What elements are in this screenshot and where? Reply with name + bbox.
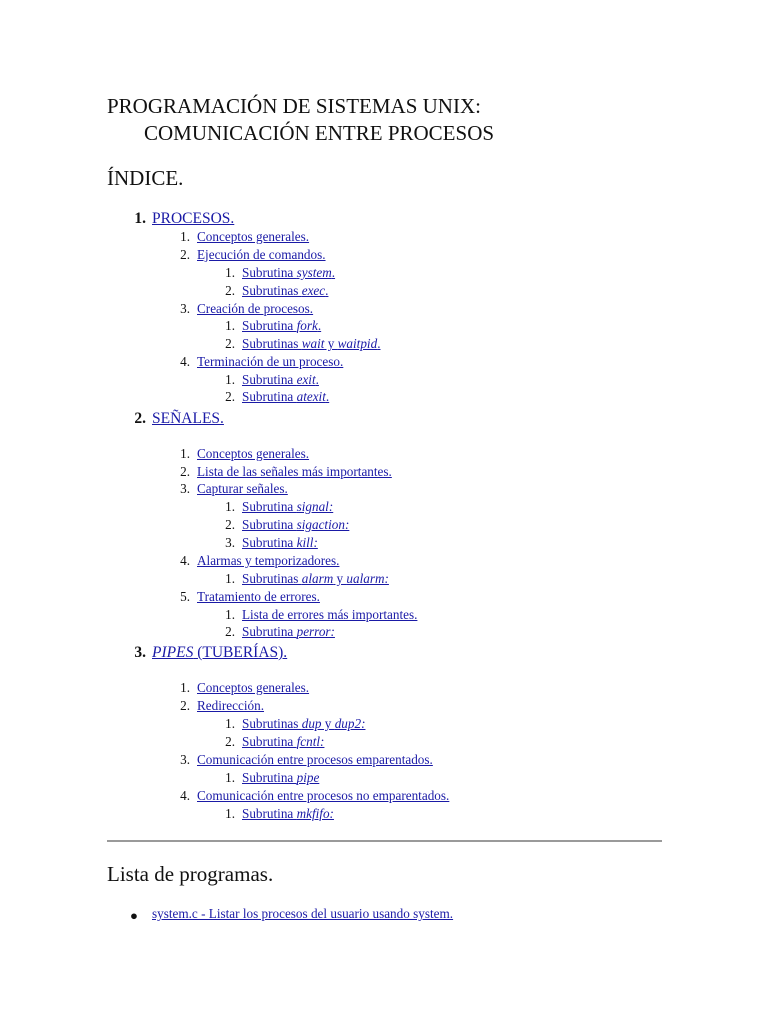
toc-item-link[interactable] (197, 301, 313, 316)
toc-item-link[interactable] (242, 283, 328, 298)
toc-item-number: 3. (180, 752, 190, 767)
toc-item-link-text: fcntl: (296, 734, 325, 749)
toc-item-link[interactable] (242, 265, 335, 280)
document-title-line-1: PROGRAMACIÓN DE SISTEMAS UNIX: (107, 94, 481, 118)
toc-item-link-text: kill: (296, 535, 318, 550)
toc-item (180, 589, 320, 605)
toc-item (180, 229, 310, 245)
toc-item-link-text: Subrutina (242, 389, 297, 404)
toc-item-link-text: SEÑALES. (152, 410, 224, 427)
toc-item-number: 4. (180, 788, 190, 803)
toc-item (225, 770, 320, 786)
toc-item-link-text: Ejecución de comandos. (197, 247, 326, 262)
program-link-system-c[interactable]: system.c - Listar los procesos del usuario usando system. (152, 906, 454, 921)
toc-item (180, 247, 326, 263)
toc-item-number: 3. (180, 301, 190, 316)
toc-item-link[interactable] (152, 210, 234, 227)
toc-item-link[interactable] (197, 698, 264, 713)
toc-item-number: 1. (225, 770, 235, 785)
toc-item-number: 1. (225, 499, 235, 514)
toc-item-link-text: exit (296, 372, 316, 387)
document-title-line-2: COMUNICACIÓN ENTRE PROCESOS (144, 121, 495, 145)
toc-item-number: 1. (180, 680, 190, 695)
toc-item-link[interactable] (242, 734, 324, 749)
toc-item-link[interactable] (197, 247, 326, 262)
toc-item (180, 354, 344, 370)
toc-item-link[interactable] (242, 624, 335, 639)
toc-item-number: 3. (225, 535, 235, 550)
toc-item (134, 210, 235, 228)
toc-item-number: 2. (225, 389, 235, 404)
toc-item-link[interactable] (197, 464, 392, 479)
toc-item-link-text: Capturar señales. (197, 481, 288, 496)
toc-item (134, 410, 224, 428)
toc-item-link-text: signal: (296, 499, 334, 514)
toc-item (225, 283, 329, 299)
toc-item-link-text: Subrutinas (242, 283, 302, 298)
toc-item (134, 644, 288, 662)
toc-item-link[interactable] (242, 499, 333, 514)
toc-item-link[interactable] (197, 788, 449, 803)
toc-item-link-text: Subrutina (242, 318, 297, 333)
toc-item-link[interactable] (152, 644, 287, 661)
toc-item (225, 607, 418, 623)
toc-item (225, 372, 319, 388)
toc-item (180, 553, 340, 569)
toc-item-number: 1. (225, 607, 235, 622)
toc-item-link[interactable] (197, 481, 288, 496)
toc-item-link-text: exec (301, 283, 326, 298)
toc-item-link[interactable] (242, 806, 334, 821)
toc-item-link-text: y (324, 336, 338, 351)
toc-item (225, 716, 366, 732)
toc-item (180, 446, 310, 462)
toc-item-link-text: . (325, 389, 330, 404)
toc-item-link-text: Subrutina (242, 734, 297, 749)
toc-item (225, 499, 334, 515)
toc-item-link-text: perror: (296, 624, 335, 639)
toc-item-number: 4. (180, 553, 190, 568)
toc-item-number: 2. (225, 283, 235, 298)
toc-item-link[interactable] (242, 571, 389, 586)
toc-item-link-text: alarm (301, 571, 334, 586)
toc-item-link[interactable] (197, 680, 309, 695)
toc-item-link[interactable] (242, 607, 417, 622)
toc-item-number: 1. (180, 446, 190, 461)
toc-item-link-text: Subrutina (242, 372, 297, 387)
toc-item (180, 680, 310, 696)
toc-item (225, 389, 330, 405)
toc-item-link-text: PIPES (152, 644, 194, 661)
toc-item-link-text: Terminación de un proceso. (197, 354, 344, 369)
toc-item-number: 2. (225, 517, 235, 532)
toc-item-link-text: Alarmas y temporizadores. (197, 553, 340, 568)
toc-item-link-text: Subrutina (242, 806, 297, 821)
toc-item-link-text: . (377, 336, 381, 351)
toc-item (225, 734, 325, 750)
toc-item-link-text: Lista de las señales más importantes. (197, 464, 392, 479)
toc-item-link[interactable] (242, 336, 381, 351)
toc-item-number: 3. (180, 481, 190, 496)
toc-item-link-text: Subrutinas (242, 336, 302, 351)
toc-item-link-text: Subrutina (242, 535, 297, 550)
toc-item-link-text: mkfifo: (296, 806, 334, 821)
toc-item-link[interactable] (242, 770, 319, 785)
toc-item-link-text: Lista de errores más importantes. (242, 607, 418, 622)
toc-item-number: 2. (180, 464, 190, 479)
toc-item (180, 481, 288, 497)
toc-item-link-text: Conceptos generales. (197, 680, 310, 695)
toc-item-number: 2. (180, 698, 190, 713)
toc-item-link[interactable] (197, 354, 343, 369)
toc-item (225, 806, 334, 822)
toc-item-link-text: y (321, 716, 335, 731)
toc-item-link[interactable] (242, 716, 365, 731)
toc-item-link-text: Comunicación entre procesos emparentados. (197, 752, 433, 767)
toc-item-link[interactable] (197, 553, 339, 568)
toc-item-number: 2. (134, 410, 146, 427)
toc-item-link-text: Subrutinas (242, 716, 302, 731)
programs-heading: Lista de programas. (107, 862, 274, 886)
toc-item-link-text: ualarm: (346, 571, 389, 586)
toc-item-number: 1. (225, 716, 235, 731)
toc-item-link[interactable] (197, 446, 309, 461)
toc-item (225, 517, 350, 533)
toc-item (180, 301, 314, 317)
toc-item-link[interactable] (242, 517, 349, 532)
toc-item-link-text: PROCESOS. (152, 210, 235, 227)
toc-item-link-text: system (296, 265, 332, 280)
toc-item-link-text: Conceptos generales. (197, 446, 310, 461)
toc-item-link[interactable] (242, 318, 321, 333)
toc-item-link-text: . (331, 265, 336, 280)
toc-item-link[interactable] (242, 535, 318, 550)
toc-item-link-text: Comunicación entre procesos no emparentados. (197, 788, 450, 803)
toc-item-link-text: dup2: (334, 716, 366, 731)
toc-item-link-text: y (333, 571, 347, 586)
toc-item-number: 2. (225, 734, 235, 749)
toc-item-number: 1. (134, 210, 146, 227)
toc-item (225, 535, 318, 551)
toc-item-link[interactable] (197, 589, 320, 604)
toc-item-link-text: wait (301, 336, 325, 351)
toc-item-link-text: . (317, 318, 322, 333)
toc-item-number: 2. (225, 336, 235, 351)
toc-item (180, 752, 433, 768)
toc-item-link-text: Creación de procesos. (197, 301, 314, 316)
toc-item (180, 698, 265, 714)
toc-item-link-text: Subrutinas (242, 571, 302, 586)
toc-item-link[interactable] (242, 389, 329, 404)
toc-item-number: 2. (180, 247, 190, 262)
toc-item-number: 1. (225, 372, 235, 387)
toc-item-link-text: dup (301, 716, 322, 731)
toc-item-link-text: Redirección. (197, 698, 265, 713)
toc-item-link[interactable] (152, 410, 224, 427)
toc-item-link-text: Conceptos generales. (197, 229, 310, 244)
toc-item-number: 1. (225, 318, 235, 333)
toc-item-number: 2. (225, 624, 235, 639)
toc-item-link-text: waitpid (337, 336, 378, 351)
toc-item-link[interactable] (197, 752, 433, 767)
toc-item (180, 464, 392, 480)
toc-item (180, 788, 450, 804)
index-heading: ÍNDICE. (107, 166, 184, 190)
toc-item (225, 318, 322, 334)
toc-item-link-text: atexit (296, 389, 326, 404)
toc-item-link-text: Subrutina (242, 770, 297, 785)
toc-item (225, 571, 389, 587)
toc-item-number: 1. (225, 265, 235, 280)
toc-item-link-text: Subrutina (242, 517, 297, 532)
toc-item-number: 1. (225, 806, 235, 821)
toc-item-link-text: Subrutina (242, 624, 297, 639)
toc-item-number: 1. (225, 571, 235, 586)
toc-item-number: 3. (134, 644, 146, 661)
toc-item-link-text: pipe (296, 770, 320, 785)
horizontal-divider (107, 840, 662, 842)
toc-item-link-text: . (325, 283, 329, 298)
toc-item-link-text: Subrutina (242, 499, 297, 514)
toc-item-link-text: sigaction: (296, 517, 350, 532)
toc-item (225, 336, 381, 352)
toc-item-number: 5. (180, 589, 190, 604)
toc-item-link[interactable] (242, 372, 319, 387)
toc-item (225, 265, 336, 281)
toc-item (225, 624, 335, 640)
toc-item-link[interactable] (197, 229, 309, 244)
toc-item-link-text: Tratamiento de errores. (197, 589, 320, 604)
toc-item-number: 4. (180, 354, 190, 369)
toc-item-number: 1. (180, 229, 190, 244)
toc-item-link-text: (TUBERÍAS). (193, 644, 288, 661)
bullet-icon: ● (130, 908, 138, 923)
toc-item-link-text: . (315, 372, 319, 387)
toc-item-link-text: fork (296, 318, 318, 333)
toc-item-link-text: Subrutina (242, 265, 297, 280)
